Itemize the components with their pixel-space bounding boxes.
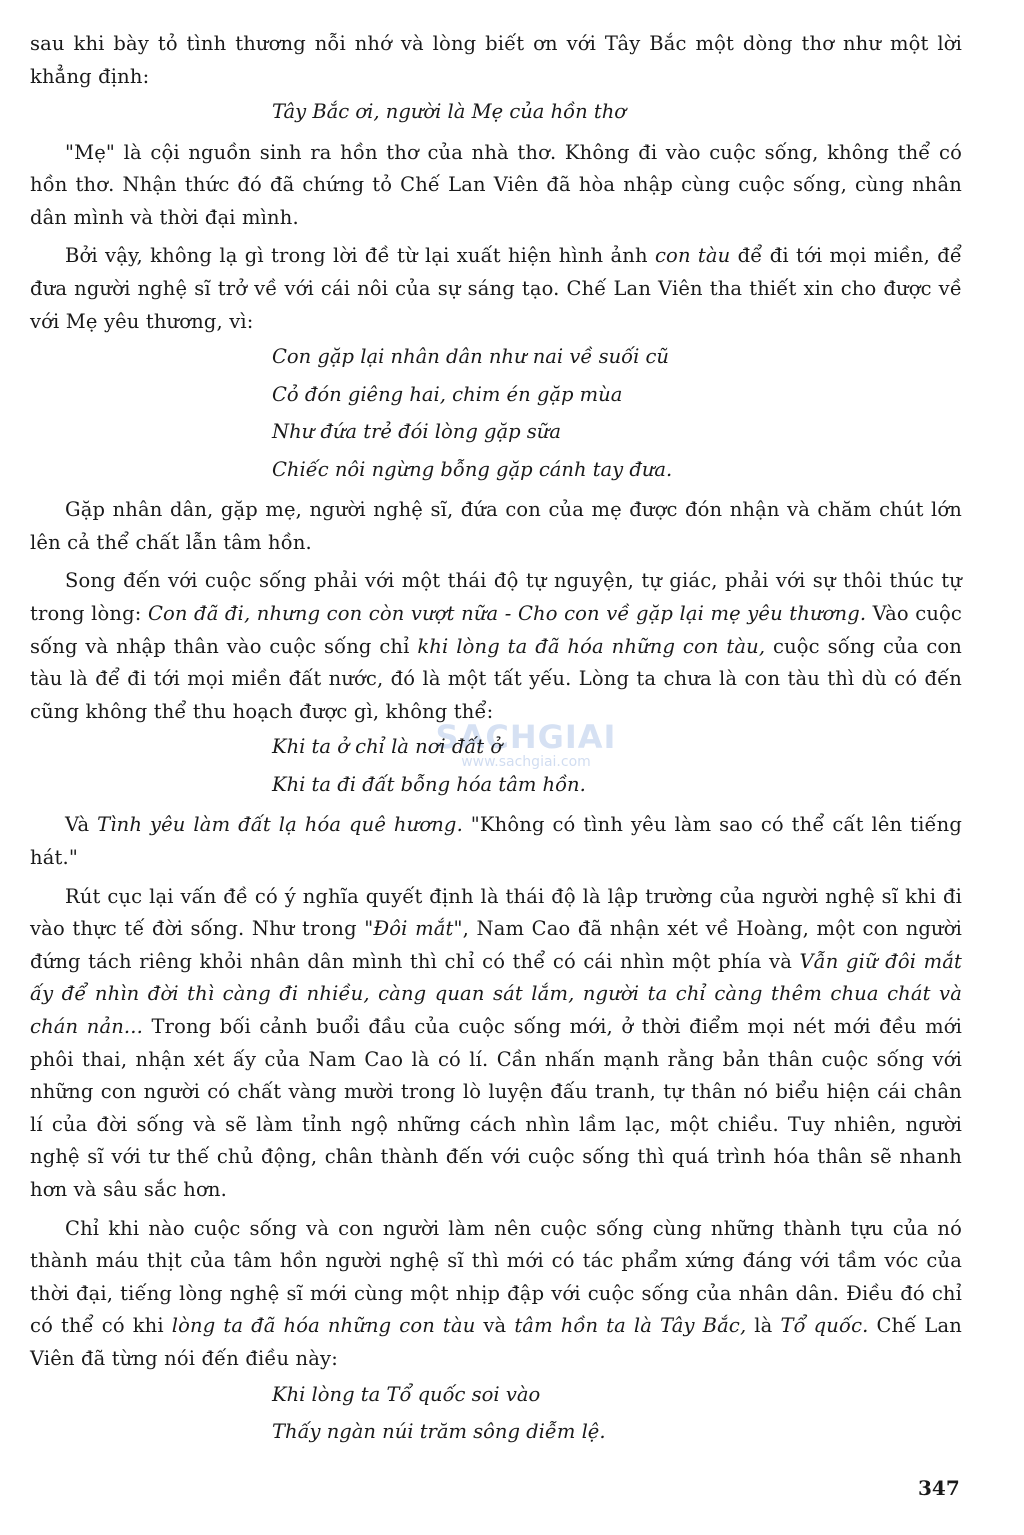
text-run: sau khi bày tỏ tình thương nỗi nhớ và lòng biết ơn với Tây Bắc một dòng thơ như một lời khẳng định:	[30, 32, 962, 88]
verse-line: Khi ta đi đất bỗng hóa tâm hồn.	[272, 772, 586, 796]
italic-run: "Đôi mắt"	[364, 917, 463, 941]
verse-line: Tây Bắc ơi, người là Mẹ của hồn thơ	[272, 100, 627, 124]
italic-run: Con đã đi, nhưng con còn vượt nữa - Cho con về gặp lại mẹ yêu thương.	[147, 602, 867, 626]
text-run: Chế Lan Viên đã từng nói đến điều này:	[30, 1314, 962, 1370]
text-run: "Không có tình yêu làm sao có thể cất lên tiếng hát."	[30, 813, 962, 869]
paragraph	[30, 137, 962, 235]
verse-line: Như đứa trẻ đói lòng gặp sữa	[272, 420, 561, 444]
verse-line: Khi lòng ta Tổ quốc soi vào	[272, 1382, 541, 1406]
verse-line: Chiếc nôi ngừng bỗng gặp cánh tay đưa.	[272, 457, 673, 481]
text-run: , Nam Cao đã nhận xét về Hoàng, một con người đứng tách riêng khỏi nhân dân mình thì chỉ có thể có cái nhìn một phía và	[30, 917, 963, 973]
paragraph	[30, 881, 962, 1207]
italic-run: Tình yêu làm đất lạ hóa quê hương.	[97, 813, 463, 837]
text-run: Trong bối cảnh buổi đầu của cuộc sống mới, ở thời điểm mọi nét mới đều mới phôi thai, nhận xét ấy của Nam Cao là có lí. Cần nhấn mạnh rằng bản thân cuộc sống với những con người có chất vàng mười trong lò luyện đấu tranh, tự thân nó biểu hiện cái chân lí của đời sống và sẽ làm tỉnh ngộ những cách nhìn lầm lạc, một chiều. Tuy nhiên, người nghệ sĩ với tư thế chủ động, chân thành đến với cuộc sống thì quá trình hóa thân sẽ nhanh hơn và sâu sắc hơn.	[30, 1014, 962, 1201]
text-run: cuộc sống của con tàu là để đi tới mọi miền đất nước, đó là một tất yếu. Lòng ta chưa là con tàu thì dù có đến cũng không thể thu hoạch được gì, không thể:	[30, 634, 962, 723]
paragraph	[30, 240, 962, 338]
italic-run: Vẫn giữ đôi mắt ấy để nhìn đời thì càng đi nhiều, càng quan sát lắm, người ta chỉ càng thêm chua chát và chán nản...	[30, 949, 962, 1038]
watermark-url: www.sachgiai.com	[461, 754, 591, 770]
text-run: "Mẹ" là cội nguồn sinh ra hồn thơ của nhà thơ. Không đi vào cuộc sống, không thể có hồn thơ. Nhận thức đó đã chứng tỏ Chế Lan Viên đã hòa nhập cùng cuộc sống, cùng nhân dân mình và thời đại mình.	[30, 140, 962, 229]
paragraph	[30, 809, 962, 874]
paragraph	[30, 1213, 962, 1376]
verse-line: Con gặp lại nhân dân như nai về suối cũ	[272, 345, 669, 369]
text-run: Song đến với cuộc sống phải với một thái độ tự nguyện, tự giác, phải với sự thôi thúc tự trong lòng:	[30, 569, 962, 626]
italic-run: tâm hồn ta là Tây Bắc,	[514, 1314, 747, 1338]
italic-run: lòng ta đã hóa những con tàu	[171, 1314, 476, 1338]
verse-line: Cỏ đón giêng hai, chim én gặp mùa	[272, 382, 623, 406]
watermark-brand: SACHGIAI	[435, 718, 617, 756]
italic-run: khi lòng ta đã hóa những con tàu,	[417, 634, 766, 658]
text-run: Và	[65, 813, 98, 837]
text-run: là	[746, 1314, 781, 1338]
text-run: Rút cục lại vấn đề có ý nghĩa quyết định là thái độ là lập trường của người nghệ sĩ khi đi vào thực tế đời sống. Như trong	[30, 884, 962, 941]
page-body	[30, 28, 962, 1451]
page-number: 347	[918, 1476, 960, 1500]
text-run: và	[475, 1314, 515, 1338]
text-run: Bởi vậy, không lạ gì trong lời đề từ lại xuất hiện hình ảnh	[65, 244, 655, 268]
paragraph	[30, 28, 962, 93]
text-run: Chỉ khi nào cuộc sống và con người làm nên cuộc sống cùng những thành tựu của nó thành máu thịt của tâm hồn người nghệ sĩ thì mới có tác phẩm xứng đáng với tầm vóc của thời đại, tiếng lòng nghệ sĩ mới cùng một nhịp đập với cuộc sống của nhân dân. Điều đó chỉ có thể có khi	[30, 1216, 962, 1338]
paragraph	[30, 494, 962, 559]
text-run: Vào cuộc sống và nhập thân vào cuộc sống chỉ	[30, 602, 962, 658]
verse-line: Thấy ngàn núi trăm sông diễm lệ.	[272, 1420, 606, 1443]
verse-line: Khi ta ở chỉ là nơi đất ở	[272, 735, 503, 759]
text-run: để đi tới mọi miền, để đưa người nghệ sĩ trở về với cái nôi của sự sáng tạo. Chế Lan Viên tha thiết xin cho được về với Mẹ yêu thương, vì:	[30, 244, 963, 333]
text-run: Gặp nhân dân, gặp mẹ, người nghệ sĩ, đứa con của mẹ được đón nhận và chăm chút lớn lên cả thể chất lẫn tâm hồn.	[30, 498, 962, 554]
paragraph	[30, 565, 962, 728]
italic-run: con tàu	[654, 244, 731, 268]
italic-run: Tổ quốc.	[780, 1314, 869, 1338]
